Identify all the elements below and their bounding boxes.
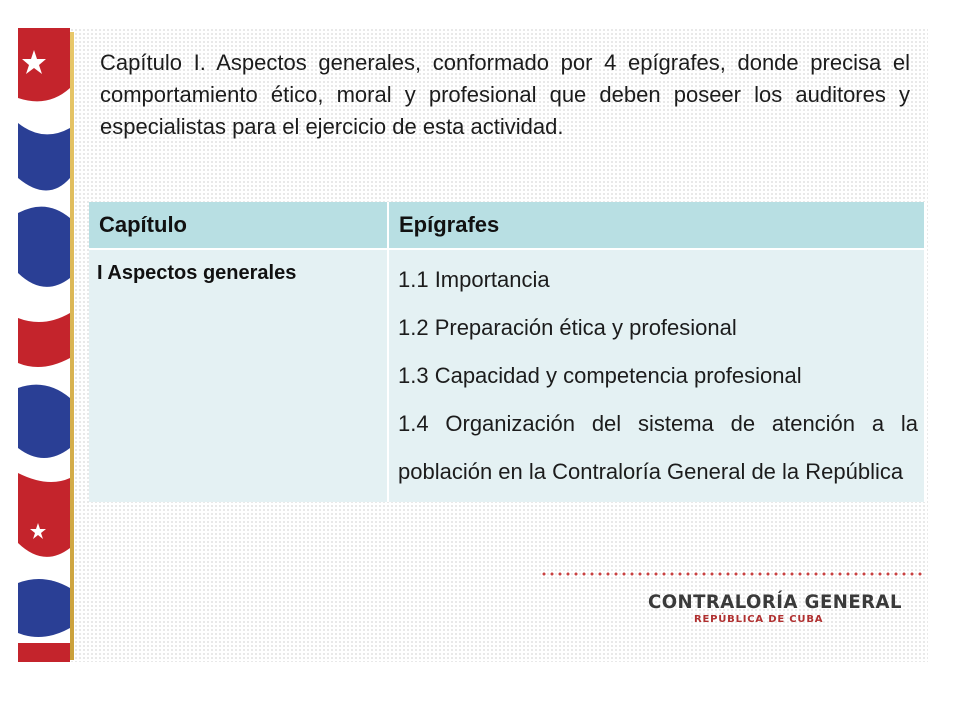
organization-logo-name: CONTRALORÍA GENERAL	[648, 591, 902, 613]
organization-logo-subtitle: REPÚBLICA DE CUBA	[694, 614, 824, 625]
epigraph-item: 1.3 Capacidad y competencia profesional	[398, 363, 802, 388]
header-chapter: Capítulo	[89, 202, 388, 249]
table-header-row	[89, 202, 925, 249]
intro-paragraph: Capítulo I. Aspectos generales, conformado por 4 epígrafes, donde precisa el comportamiento ético, moral y profesional que deben poseer los auditores y especialistas para el ejercicio de esta actividad.	[100, 50, 910, 139]
epigraphs-cell	[388, 249, 925, 502]
header-epigraphs: Epígrafes	[388, 202, 925, 249]
epigraph-item: 1.2 Preparación ética y profesional	[398, 315, 737, 340]
table-row	[89, 249, 925, 502]
epigraph-item: 1.1 Importancia	[398, 267, 550, 292]
epigraph-item: 1.4 Organización del sistema de atención a la población en la Contraloría General de la República	[398, 411, 918, 484]
chapters-table	[89, 202, 926, 502]
chapter-cell: I Aspectos generales	[89, 249, 388, 502]
cuban-flag-decoration	[18, 28, 70, 662]
dotted-separator	[540, 570, 922, 578]
gold-divider	[70, 32, 74, 660]
